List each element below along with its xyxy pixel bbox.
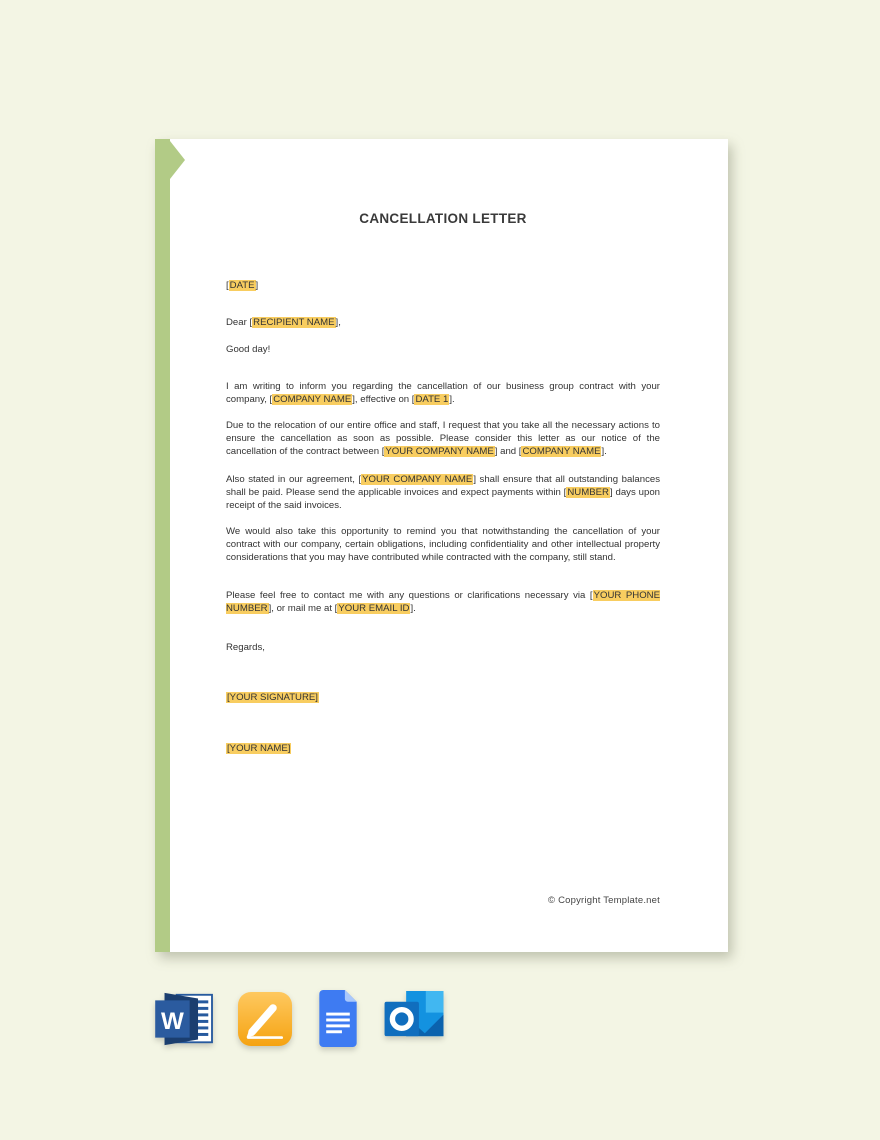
placeholder-highlight: DATE 1 — [415, 394, 449, 405]
paragraph-obligations-reminder — [226, 525, 660, 564]
paragraph-contact-info — [226, 589, 660, 615]
letter-text: ] and [ — [494, 446, 522, 457]
letter-text: ], or mail me at [ — [268, 603, 338, 614]
letter-text: ]. — [601, 446, 607, 457]
letter-page — [170, 139, 728, 952]
letter-text: Dear [ — [226, 317, 253, 328]
letter-text: ], effective on [ — [352, 394, 415, 405]
letter-text: [ — [226, 280, 229, 291]
letter-document — [155, 139, 728, 952]
date-line — [226, 279, 660, 292]
placeholder-highlight: YOUR COMPANY NAME — [362, 474, 473, 485]
placeholder-highlight: RECIPIENT NAME — [253, 317, 335, 328]
letter-text: Please feel free to contact me with any questions or clarifications necessary via [ — [226, 590, 593, 601]
placeholder-highlight: DATE — [229, 280, 255, 291]
copyright-notice: © Copyright Template.net — [548, 895, 660, 906]
app-icons-row — [155, 990, 446, 1047]
microsoft-outlook-icon[interactable] — [384, 991, 446, 1046]
paragraph-outstanding-balances — [226, 473, 660, 512]
paragraph-relocation-reason — [226, 419, 660, 458]
letter-text: We would also take this opportunity to remind you that notwithstanding the cancellation of your contract with our company, certain obligations, including confidentiality and other intellectual property considerations that you may have contributed while contracted with the company, still stand. — [226, 526, 660, 563]
placeholder-highlight: YOUR EMAIL ID — [338, 603, 410, 614]
letter-text: Regards, — [226, 642, 265, 653]
letter-text: ], — [335, 317, 341, 328]
letter-text: ]. — [449, 394, 455, 405]
placeholder-highlight: YOUR PHONE NUMBER — [226, 590, 660, 614]
letter-text: ] — [255, 280, 259, 291]
letter-text: ]. — [410, 603, 416, 614]
placeholder-highlight: COMPANY NAME — [273, 394, 352, 405]
placeholder-highlight: NUMBER — [567, 487, 609, 498]
google-docs-icon[interactable] — [315, 990, 361, 1047]
salutation-line — [226, 316, 660, 329]
letter-text: Good day! — [226, 344, 271, 355]
paragraph-cancellation-notice — [226, 380, 660, 406]
placeholder-highlight: [YOUR NAME] — [227, 743, 291, 754]
letter-text: Also stated in our agreement, [ — [226, 474, 362, 485]
letter-text: ] days upon receipt of the said invoices. — [226, 487, 661, 511]
microsoft-word-icon[interactable] — [155, 992, 215, 1046]
ribbon-flag-icon — [170, 141, 185, 179]
letter-text: ] shall ensure that all outstanding balances shall be paid. Please send the applicable invoices and expect payments within [ — [226, 474, 661, 498]
name-placeholder — [226, 742, 660, 755]
signature-placeholder — [226, 691, 660, 704]
closing-line — [226, 641, 660, 654]
svg-text:W: W — [161, 1007, 184, 1035]
apple-pages-icon[interactable] — [238, 992, 292, 1046]
letter-text: Due to the relocation of our entire office and staff, I request that you take all the necessary actions to ensure the cancellation as soon as possible. Please consider this letter as our notice of the cancellation of the contract between [ — [226, 420, 660, 457]
placeholder-highlight: [YOUR SIGNATURE] — [227, 692, 318, 703]
placeholder-highlight: COMPANY NAME — [522, 446, 601, 457]
placeholder-highlight: YOUR COMPANY NAME — [385, 446, 494, 457]
greeting-line — [226, 343, 660, 356]
letter-body — [226, 139, 660, 952]
letter-text: I am writing to inform you regarding the cancellation of our business group contract with your company, [ — [226, 381, 660, 405]
letter-title: CANCELLATION LETTER — [359, 211, 527, 226]
